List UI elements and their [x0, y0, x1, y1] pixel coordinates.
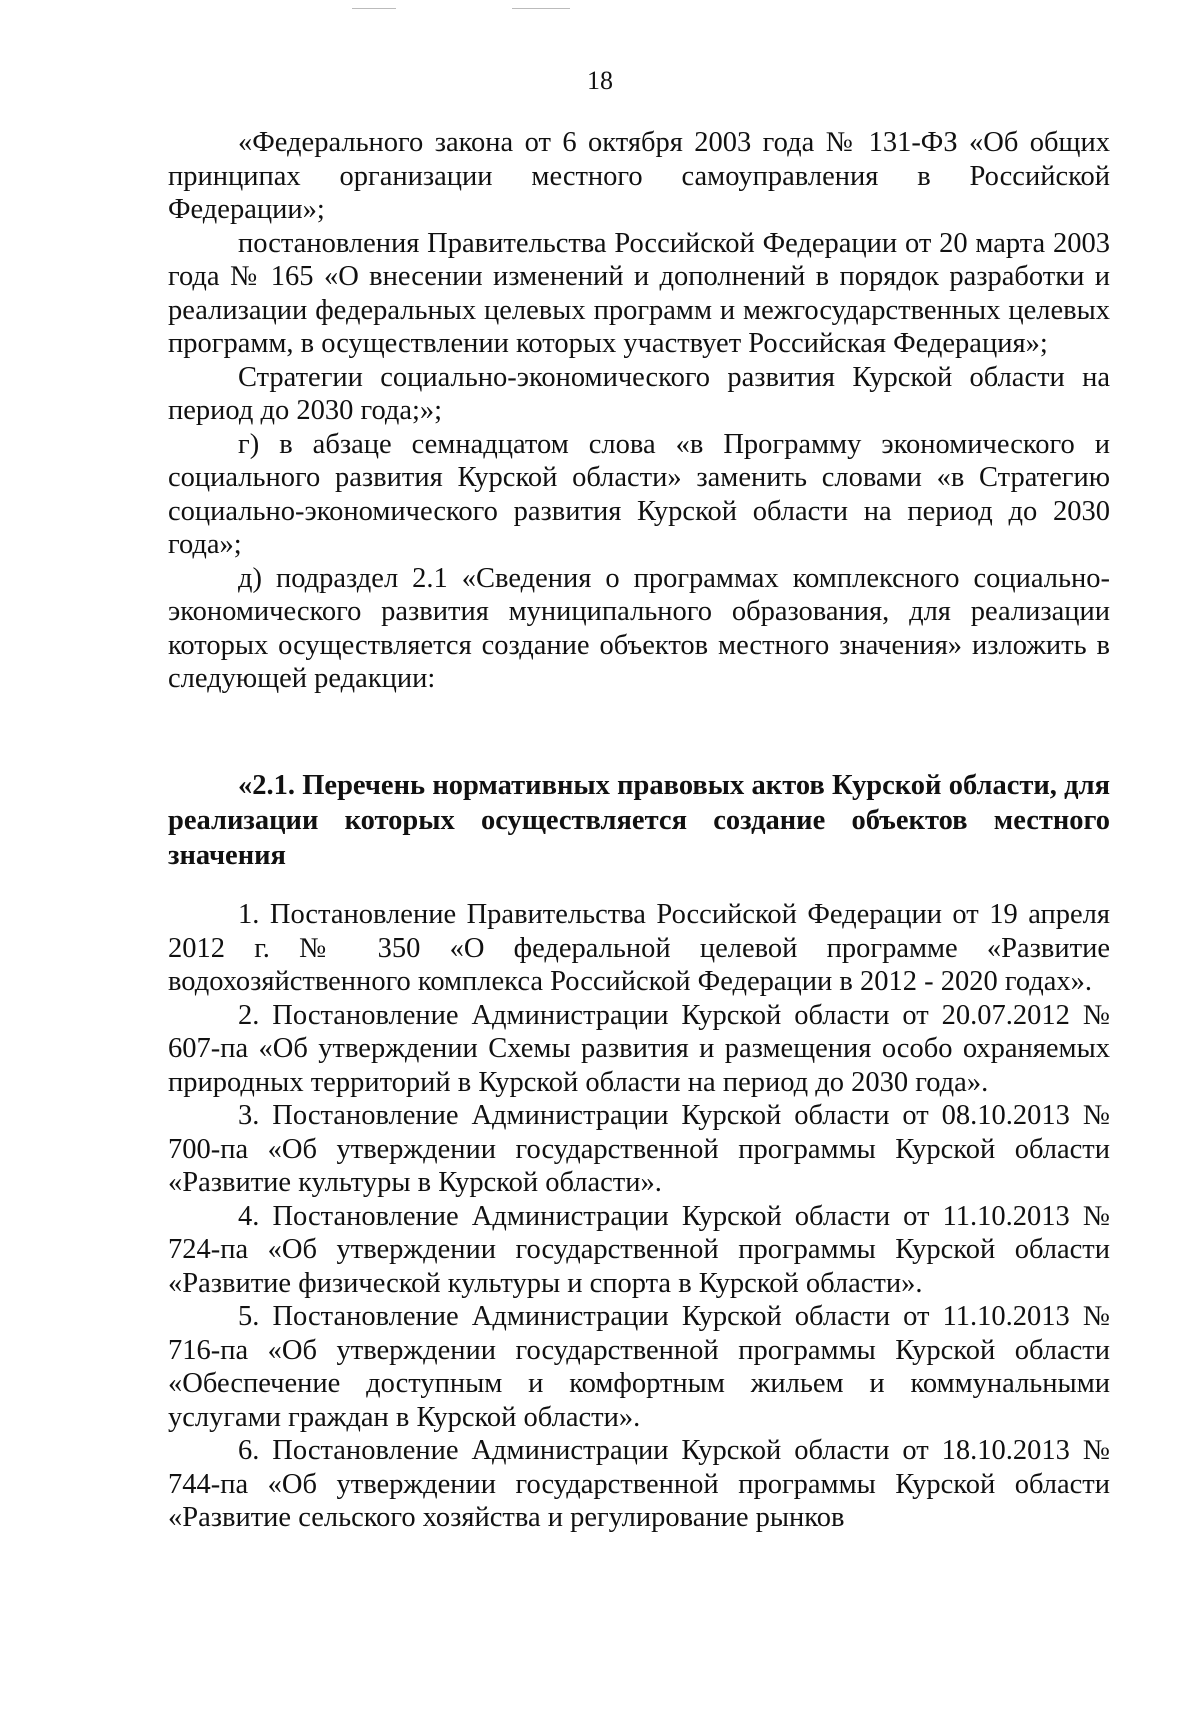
paragraph-government-resolution-reference: постановления Правительства Российской Федерации от 20 марта 2003 года № 165 «О внесении изменений и дополнений в порядок разработки и реализации федеральных целевых программ и межгосударственных целевых программ, в осуществлении которых участвует Российская Федерация»;	[168, 227, 1110, 359]
list-item: 4. Постановление Администрации Курской области от 11.10.2013 № 724-па «Об утверждении государственной программы Курской области «Развитие физической культуры и спорта в Курской области».	[168, 1200, 1110, 1299]
paragraph-federal-law-reference: «Федерального закона от 6 октября 2003 года № 131-ФЗ «Об общих принципах организации местного самоуправления в Российской Федерации»;	[168, 127, 1110, 225]
list-item: 6. Постановление Администрации Курской области от 18.10.2013 № 744-па «Об утверждении государственной программы Курской области «Развитие сельского хозяйства и регулирование рынков	[168, 1435, 1110, 1533]
list-item: 2. Постановление Администрации Курской области от 20.07.2012 № 607-па «Об утверждении Схемы развития и размещения особо охраняемых природных территорий в Курской области на период до 2030 года».	[168, 999, 1110, 1098]
scan-artifact	[512, 8, 570, 9]
acts-list	[168, 898, 1110, 1535]
paragraph-strategy-reference: Стратегии социально-экономического развития Курской области на период до 2030 года;»;	[168, 361, 1110, 426]
intro-text-block	[168, 126, 1110, 696]
paragraph-item-g: г) в абзаце семнадцатом слова «в Программу экономического и социального развития Курской области» заменить словами «в Стратегию социально-экономического развития Курской области на период до 2030 года»;	[168, 428, 1110, 560]
list-item: 3. Постановление Администрации Курской области от 08.10.2013 № 700-па «Об утверждении государственной программы Курской области «Развитие культуры в Курской области».	[168, 1100, 1110, 1198]
list-item: 1. Постановление Правительства Российской Федерации от 19 апреля 2012 г. № 350 «О федеральной целевой программе «Развитие водохозяйственного комплекса Российской Федерации в 2012 - 2020 годах».	[168, 899, 1110, 997]
scan-artifact	[352, 8, 396, 9]
page-number: 18	[587, 66, 613, 95]
section-heading: «2.1. Перечень нормативных правовых актов Курской области, для реализации которых осуществляется создание объектов местного значения	[168, 770, 1110, 871]
paragraph-item-d: д) подраздел 2.1 «Сведения о программах комплексного социально-экономического развития муниципального образования, для реализации которых осуществляется создание объектов местного значения» изложить в следующей редакции:	[168, 562, 1110, 694]
list-item: 5. Постановление Администрации Курской области от 11.10.2013 № 716-па «Об утверждении государственной программы Курской области «Обеспечение доступным и комфортным жильем и коммунальными услугами граждан в Курской области».	[168, 1301, 1110, 1433]
